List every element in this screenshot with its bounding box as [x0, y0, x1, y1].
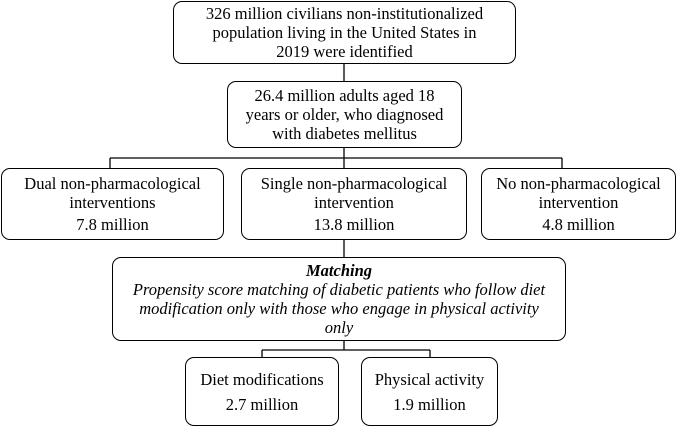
population-line-3: 2019 were identified: [276, 42, 413, 61]
adults-line-2: years or older, who diagnosed: [245, 105, 444, 124]
single-line-2: intervention: [314, 193, 394, 212]
box-no-intervention: [481, 168, 676, 240]
none-line-1: No non-pharmacological: [496, 174, 661, 193]
adults-line-1: 26.4 million adults aged 18: [254, 86, 435, 105]
activity-label: Physical activity: [374, 369, 485, 389]
box-population: [173, 1, 516, 64]
matching-line-3: only: [324, 318, 354, 337]
dual-count: 7.8 million: [76, 215, 149, 234]
population-line-2: population living in the United States in: [212, 23, 477, 42]
box-dual-interventions: [1, 168, 224, 240]
population-line-1: 326 million civilians non-institutionalized: [205, 4, 484, 23]
dual-line-1: Dual non-pharmacological: [24, 174, 201, 193]
matching-line-1: Propensity score matching of diabetic patients who follow diet: [132, 280, 546, 299]
box-diet-modifications: [185, 357, 339, 426]
box-adults-diabetes: [227, 81, 462, 148]
box-physical-activity: [361, 357, 498, 426]
diet-count: 2.7 million: [225, 394, 299, 414]
none-count: 4.8 million: [542, 215, 615, 234]
matching-title: Matching: [305, 261, 373, 280]
activity-count: 1.9 million: [393, 394, 466, 414]
single-count: 13.8 million: [313, 215, 395, 234]
dual-line-2: interventions: [69, 193, 156, 212]
box-matching: [112, 257, 566, 341]
box-single-intervention: [241, 168, 467, 240]
single-line-1: Single non-pharmacological: [260, 174, 448, 193]
none-line-2: intervention: [538, 193, 619, 212]
adults-line-3: with diabetes mellitus: [272, 124, 417, 143]
diet-label: Diet modifications: [200, 369, 324, 389]
matching-line-2: modification only with those who engage in physical activity: [139, 299, 539, 318]
